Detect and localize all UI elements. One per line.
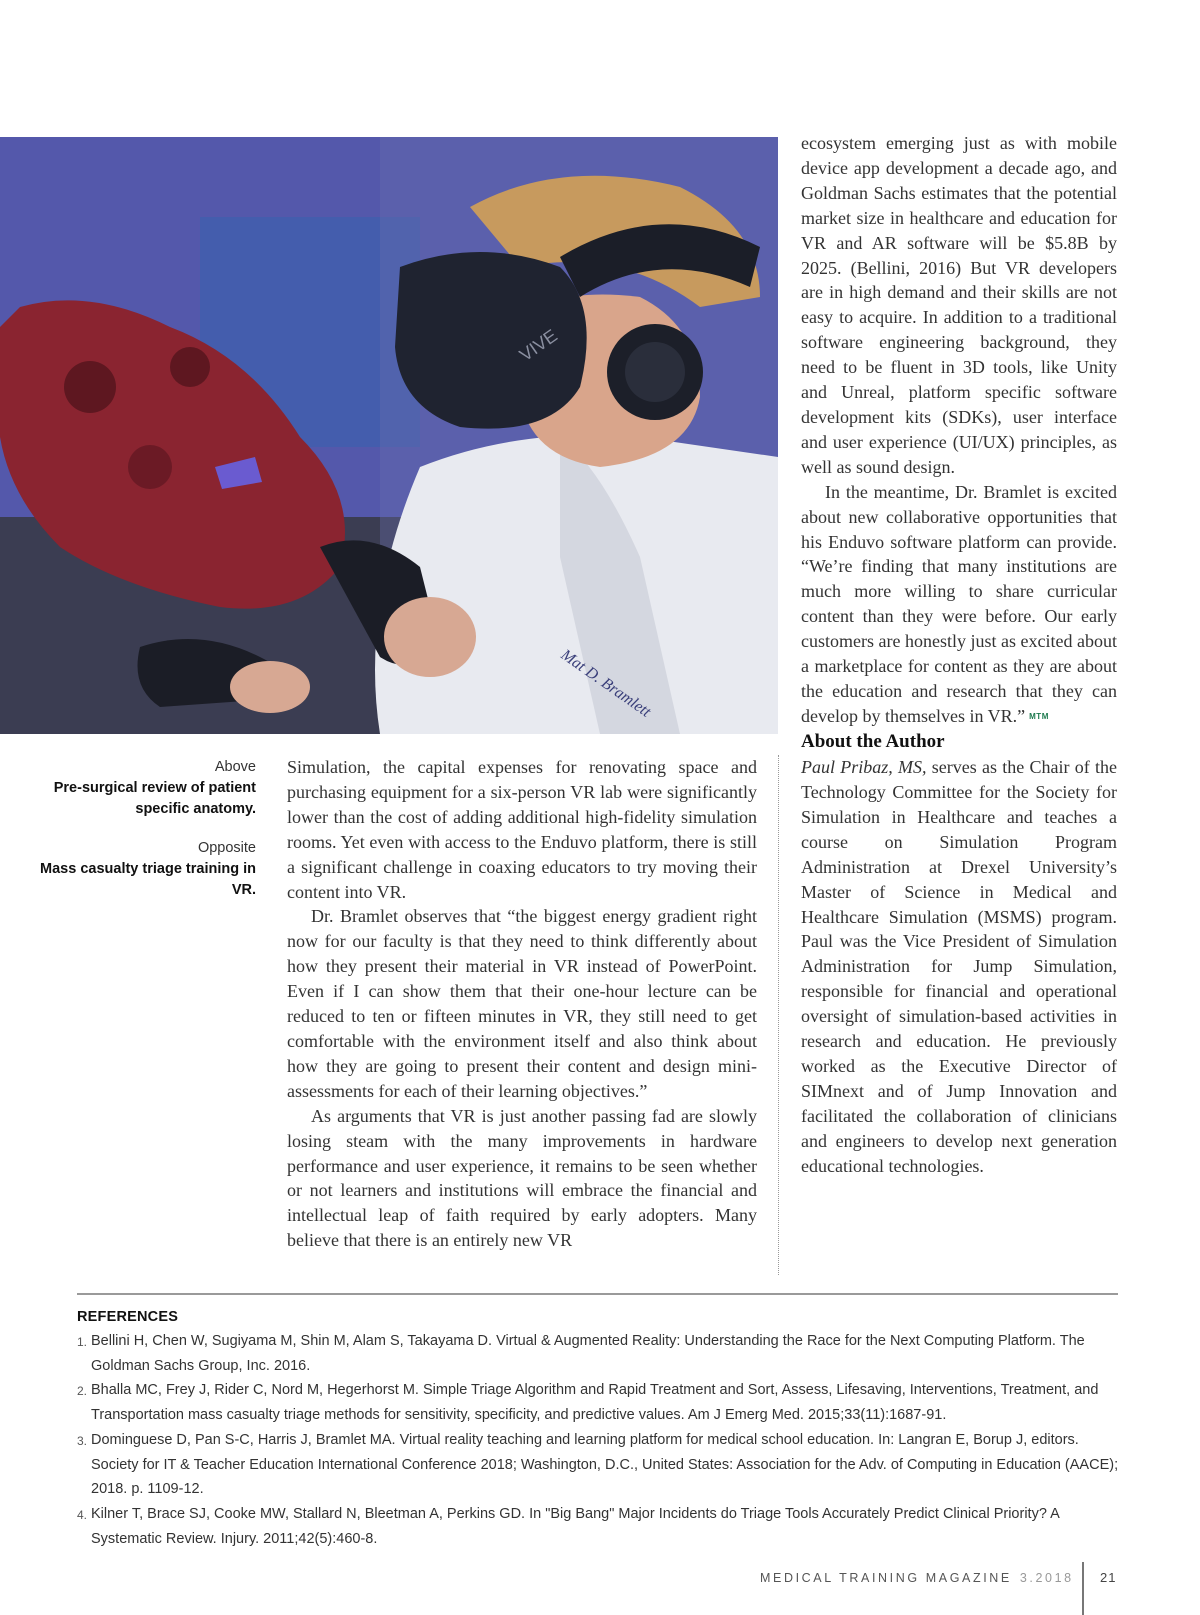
- author-bio: [801, 755, 1117, 1178]
- body-paragraph: ecosystem emerging just as with mobile device app development a decade ago, and Goldman Sachs estimates that the potential market size in healthcare and education for VR and AR software will be $5.8B by 2025. (Bellini, 2016) But VR developers are in high demand and their skills are not easy to acquire. In addition to a traditional software engineering background, they need to be fluent in 3D tools, like Unity and Unreal, platform specific software development kits (SDKs), user interface and user experience (UI/UX) principles, as well as sound design.: [801, 133, 1117, 477]
- caption-lead: Opposite: [197, 840, 256, 856]
- caption-lead: Above: [214, 759, 256, 775]
- references-heading: REFERENCES: [77, 1309, 179, 1325]
- middle-column: [287, 755, 757, 1253]
- reference-item: [77, 1502, 1127, 1551]
- body-paragraph: As arguments that VR is just another passing fad are slowly losing steam with the many improvements in hardware performance and user experience, it remains to be seen whether or not learners and institutions will embrace the financial and intellectual leap of faith required by early adopters. Many believe that there is an entirely new VR: [287, 1105, 757, 1251]
- references-rule: [77, 1293, 1118, 1295]
- photo-illustration: [0, 137, 778, 734]
- reference-number: 1.: [77, 1335, 88, 1349]
- magazine-name: MEDICAL TRAINING MAGAZINE: [760, 1571, 1012, 1585]
- page-number: 21: [1100, 1570, 1117, 1585]
- caption-body: Pre-surgical review of patient specific anatomy.: [53, 780, 256, 817]
- references-section: [77, 1305, 1127, 1551]
- issue-number: 3.2018: [1019, 1571, 1074, 1585]
- reference-item: [77, 1428, 1127, 1502]
- reference-item: [77, 1329, 1127, 1378]
- reference-text: Bellini H, Chen W, Sugiyama M, Shin M, Alam S, Takayama D. Virtual & Augmented Reality: Understanding the Race for the Next Computing Platform. The Goldman Sachs Group, Inc. 2016.: [91, 1333, 1085, 1374]
- vr-training-photo: [0, 137, 778, 734]
- paragraph-text: In the meantime, Dr. Bramlet is excited about new collaborative opportunities that his Enduvo software platform can provide. “We’re finding that many institutions are much more willing to share curricular content than they were before. Our early customers are honestly just as excited about a marketplace for content as they are about the education and research that they can develop by themselves in VR.”: [801, 481, 1117, 726]
- author-name: Paul Pribaz, MS,: [801, 757, 927, 778]
- svg-text:VIVE: VIVE: [515, 325, 561, 366]
- footer-divider: [1082, 1562, 1084, 1615]
- column-divider: [778, 755, 779, 1275]
- about-author-heading: About the Author: [801, 731, 945, 753]
- caption-opposite: [40, 838, 256, 901]
- reference-text: Dominguese D, Pan S-C, Harris J, Bramlet MA. Virtual reality teaching and learning platform for medical school education. In: Langran E, Borup J, editors. Society for IT & Teacher Education International Conference 2018; Washington, D.C., United States: Association for the Adv. of Computing in Education (AACE); 2018. p. 1109-12.: [91, 1431, 1119, 1498]
- reference-item: [77, 1378, 1127, 1427]
- end-mark: MTM: [1029, 712, 1049, 722]
- author-bio-text: serves as the Chair of the Technology Committee for the Society for Simulation in Healthcare and teaches a course on Simulation Program Administration at Drexel University’s Master of Science in Medical and Healthcare Simulation (MSMS) program. Paul was the Vice President of Simulation Administration for Jump Simulation, responsible for financial and operational oversight of simulation-based activities in research and education. He previously worked as the Executive Director of SIMnext and of Jump Innovation and facilitated the collaboration of clinicians and engineers to develop next generation educational technologies.: [801, 757, 1117, 1176]
- references-list: [77, 1329, 1127, 1551]
- body-paragraph: Dr. Bramlet observes that “the biggest energy gradient right now for our faculty is that they need to think differently about how they present their material in VR instead of PowerPoint. Even if I can show them that their one-hour lecture can be reduced to ten or fifteen minutes in VR, they still need to get comfortable with the environment itself and also think about how they are going to present their content and design mini-assessments for each of their learning objectives.”: [287, 906, 757, 1101]
- body-paragraph: [801, 480, 1117, 730]
- reference-text: Kilner T, Brace SJ, Cooke MW, Stallard N, Bleetman A, Perkins GD. In "Big Bang" Major Incidents do Triage Tools Accurately Predict Clinical Priority? A Systematic Review. Injury. 2011;42(5):460-8.: [91, 1505, 1059, 1547]
- svg-text:Mat D. Bramlett: Mat D. Bramlett: [557, 646, 654, 721]
- reference-number: 4.: [77, 1507, 88, 1522]
- reference-number: 2.: [77, 1384, 88, 1399]
- body-paragraph: Simulation, the capital expenses for renovating space and purchasing equipment for a six-person VR lab were significantly lower than the cost of adding additional high-fidelity simulation rooms. Yet even with access to the Enduvo platform, there is still a significant challenge in coaxing educators to try moving their content into VR.: [287, 757, 757, 902]
- reference-number: 3.: [77, 1433, 88, 1448]
- running-footer: [760, 1571, 1074, 1585]
- reference-text: Bhalla MC, Frey J, Rider C, Nord M, Hegerhorst M. Simple Triage Algorithm and Rapid Treatment and Sort, Assess, Lifesaving, Interventions, Treatment, and Transportation mass casualty triage methods for sensitivity, specificity, and predictive values. Am J Emerg Med. 2015;33(11):1687-91.: [91, 1382, 1099, 1424]
- caption-above: [40, 757, 256, 820]
- right-column: [801, 131, 1117, 1178]
- caption-body: Mass casualty triage training in VR.: [40, 861, 256, 898]
